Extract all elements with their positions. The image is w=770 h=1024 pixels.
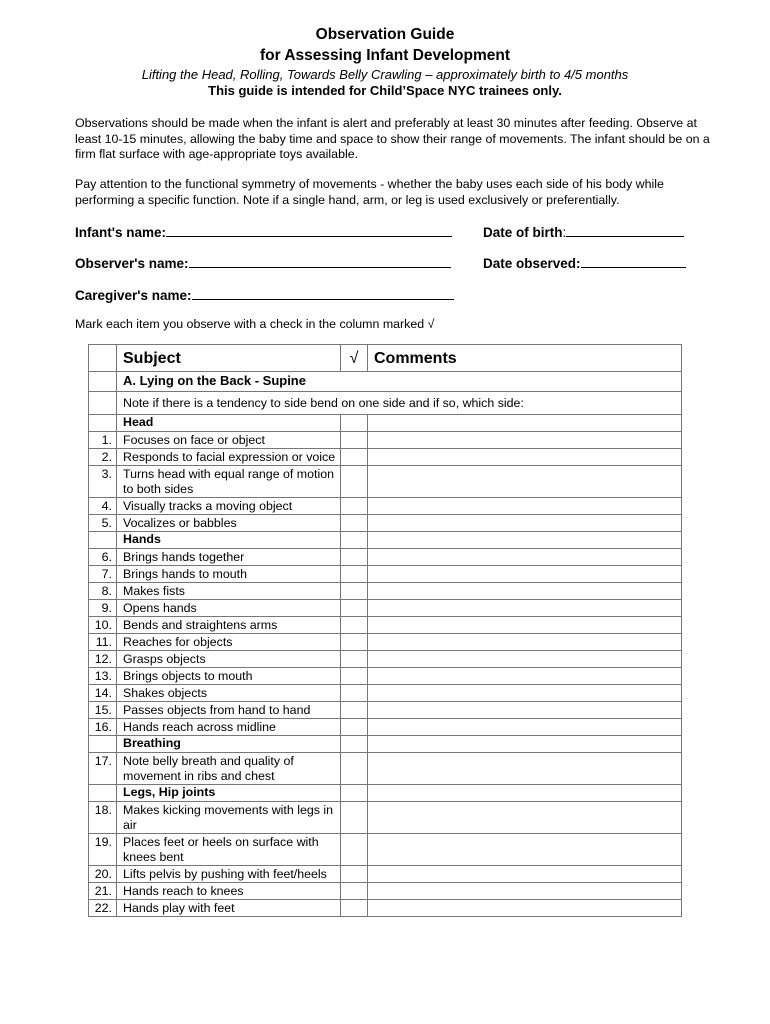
item-check-cell[interactable]	[341, 449, 368, 466]
item-comment-cell[interactable]	[368, 634, 682, 651]
table-row	[89, 719, 682, 736]
item-number: 6.	[89, 549, 117, 566]
item-check-cell[interactable]	[341, 883, 368, 900]
item-subject: Note belly breath and quality of movement in ribs and chest	[117, 753, 341, 785]
item-comment-cell[interactable]	[368, 685, 682, 702]
item-comment-cell[interactable]	[368, 900, 682, 917]
table-row	[89, 883, 682, 900]
observer-name-field[interactable]	[75, 254, 451, 271]
category-row-head	[89, 415, 682, 432]
header-comments: Comments	[368, 345, 682, 372]
item-comment-cell[interactable]	[368, 498, 682, 515]
item-comment-cell[interactable]	[368, 515, 682, 532]
header-num-cell	[89, 345, 117, 372]
item-subject: Makes kicking movements with legs in air	[117, 802, 341, 834]
item-check-cell[interactable]	[341, 900, 368, 917]
item-check-cell[interactable]	[341, 802, 368, 834]
item-subject: Vocalizes or babbles	[117, 515, 341, 532]
item-check-cell[interactable]	[341, 651, 368, 668]
item-number: 18.	[89, 802, 117, 834]
item-number: 13.	[89, 668, 117, 685]
item-subject: Makes fists	[117, 583, 341, 600]
item-check-cell[interactable]	[341, 685, 368, 702]
item-number: 2.	[89, 449, 117, 466]
observation-table	[88, 344, 682, 917]
category-legs: Legs, Hip joints	[117, 785, 341, 802]
document-subtitle: Lifting the Head, Rolling, Towards Belly Crawling – approximately birth to 4/5 months	[141, 67, 629, 82]
item-number: 7.	[89, 566, 117, 583]
item-comment-cell[interactable]	[368, 432, 682, 449]
table-row	[89, 432, 682, 449]
item-number: 3.	[89, 466, 117, 498]
item-subject: Grasps objects	[117, 651, 341, 668]
item-subject: Brings objects to mouth	[117, 668, 341, 685]
item-comment-cell[interactable]	[368, 449, 682, 466]
mark-instruction: Mark each item you observe with a check in the column marked √	[75, 317, 435, 331]
item-check-cell[interactable]	[341, 702, 368, 719]
observer-name-line[interactable]	[189, 254, 451, 268]
item-subject: Responds to facial expression or voice	[117, 449, 341, 466]
document-title: Observation Guide	[315, 26, 455, 43]
item-check-cell[interactable]	[341, 549, 368, 566]
date-observed-field[interactable]	[483, 254, 686, 271]
header-check: √	[341, 345, 368, 372]
date-of-birth-line[interactable]	[566, 223, 684, 237]
item-number: 5.	[89, 515, 117, 532]
item-check-cell[interactable]	[341, 583, 368, 600]
table-row	[89, 685, 682, 702]
table-row	[89, 466, 682, 498]
item-number: 20.	[89, 866, 117, 883]
item-subject: Shakes objects	[117, 685, 341, 702]
item-comment-cell[interactable]	[368, 802, 682, 834]
infant-name-line[interactable]	[166, 223, 452, 237]
item-subject: Places feet or heels on surface with knees bent	[117, 834, 341, 866]
table-row	[89, 834, 682, 866]
caregiver-name-label: Caregiver's name:	[75, 288, 192, 303]
category-row-legs	[89, 785, 682, 802]
table-row	[89, 802, 682, 834]
item-comment-cell[interactable]	[368, 719, 682, 736]
item-comment-cell[interactable]	[368, 883, 682, 900]
item-check-cell[interactable]	[341, 498, 368, 515]
category-hands: Hands	[117, 532, 341, 549]
item-number: 11.	[89, 634, 117, 651]
date-of-birth-label: Date of birth	[483, 225, 563, 240]
table-row	[89, 449, 682, 466]
category-row-hands	[89, 532, 682, 549]
item-check-cell[interactable]	[341, 515, 368, 532]
item-subject: Visually tracks a moving object	[117, 498, 341, 515]
item-subject: Opens hands	[117, 600, 341, 617]
item-comment-cell[interactable]	[368, 753, 682, 785]
item-subject: Passes objects from hand to hand	[117, 702, 341, 719]
instructions-paragraph-1: Observations should be made when the infant is alert and preferably at least 30 minutes after feeding. Observe at least 10-15 minutes, allowing the baby time and space to show their range of movements. The infant should be on a firm flat surface with age-appropriate toys available.	[75, 116, 710, 161]
item-number: 16.	[89, 719, 117, 736]
audience-note: This guide is intended for Child’Space NYC trainees only.	[208, 83, 562, 98]
table-header-row	[89, 345, 682, 372]
item-number: 15.	[89, 702, 117, 719]
table-row	[89, 617, 682, 634]
item-number: 21.	[89, 883, 117, 900]
date-of-birth-field[interactable]	[483, 223, 684, 240]
item-comment-cell[interactable]	[368, 549, 682, 566]
item-comment-cell[interactable]	[368, 702, 682, 719]
table-row	[89, 515, 682, 532]
item-number: 17.	[89, 753, 117, 785]
item-check-cell[interactable]	[341, 466, 368, 498]
infant-name-field[interactable]	[75, 223, 452, 240]
item-number: 22.	[89, 900, 117, 917]
table-row	[89, 583, 682, 600]
item-subject: Bends and straightens arms	[117, 617, 341, 634]
table-row	[89, 566, 682, 583]
section-note: Note if there is a tendency to side bend on one side and if so, which side:	[117, 392, 682, 415]
document-title-line2: for Assessing Infant Development	[259, 47, 511, 64]
item-comment-cell[interactable]	[368, 583, 682, 600]
instructions-paragraph-2: Pay attention to the functional symmetry of movements - whether the baby uses each side of his body while performing a specific function. Note if a single hand, arm, or leg is used exclusively or preferentially.	[75, 177, 664, 207]
date-of-birth-colon: :	[562, 225, 567, 240]
item-subject: Brings hands together	[117, 549, 341, 566]
item-comment-cell[interactable]	[368, 600, 682, 617]
item-subject: Brings hands to mouth	[117, 566, 341, 583]
table-row	[89, 651, 682, 668]
item-subject: Hands play with feet	[117, 900, 341, 917]
table-row	[89, 498, 682, 515]
table-row	[89, 753, 682, 785]
item-check-cell[interactable]	[341, 719, 368, 736]
item-comment-cell[interactable]	[368, 668, 682, 685]
item-number: 10.	[89, 617, 117, 634]
caregiver-name-field[interactable]	[75, 286, 454, 303]
item-check-cell[interactable]	[341, 834, 368, 866]
header-subject: Subject	[117, 345, 341, 372]
item-number: 14.	[89, 685, 117, 702]
item-check-cell[interactable]	[341, 866, 368, 883]
item-check-cell[interactable]	[341, 753, 368, 785]
item-number: 19.	[89, 834, 117, 866]
item-comment-cell[interactable]	[368, 834, 682, 866]
item-check-cell[interactable]	[341, 432, 368, 449]
item-number: 8.	[89, 583, 117, 600]
item-subject: Turns head with equal range of motion to both sides	[117, 466, 341, 498]
caregiver-name-line[interactable]	[192, 286, 454, 300]
table-row	[89, 702, 682, 719]
category-row-breathing	[89, 736, 682, 753]
item-subject: Hands reach to knees	[117, 883, 341, 900]
item-subject: Hands reach across midline	[117, 719, 341, 736]
item-comment-cell[interactable]	[368, 466, 682, 498]
table-row	[89, 668, 682, 685]
section-row	[89, 372, 682, 392]
item-check-cell[interactable]	[341, 634, 368, 651]
item-subject: Lifts pelvis by pushing with feet/heels	[117, 866, 341, 883]
table-row	[89, 866, 682, 883]
item-check-cell[interactable]	[341, 566, 368, 583]
infant-name-label: Infant's name:	[75, 225, 166, 240]
item-number: 12.	[89, 651, 117, 668]
item-number: 1.	[89, 432, 117, 449]
item-comment-cell[interactable]	[368, 617, 682, 634]
item-check-cell[interactable]	[341, 600, 368, 617]
item-comment-cell[interactable]	[368, 566, 682, 583]
section-note-row	[89, 392, 682, 415]
item-number: 9.	[89, 600, 117, 617]
item-number: 4.	[89, 498, 117, 515]
item-subject: Reaches for objects	[117, 634, 341, 651]
table-row	[89, 600, 682, 617]
category-breathing: Breathing	[117, 736, 341, 753]
date-observed-label: Date observed:	[483, 256, 581, 271]
table-row	[89, 634, 682, 651]
item-check-cell[interactable]	[341, 617, 368, 634]
observer-name-label: Observer's name:	[75, 256, 189, 271]
date-observed-line[interactable]	[581, 254, 686, 268]
item-comment-cell[interactable]	[368, 866, 682, 883]
table-row	[89, 900, 682, 917]
category-head: Head	[117, 415, 341, 432]
item-comment-cell[interactable]	[368, 651, 682, 668]
item-check-cell[interactable]	[341, 668, 368, 685]
table-row	[89, 549, 682, 566]
item-subject: Focuses on face or object	[117, 432, 341, 449]
section-title: A. Lying on the Back - Supine	[117, 372, 682, 392]
